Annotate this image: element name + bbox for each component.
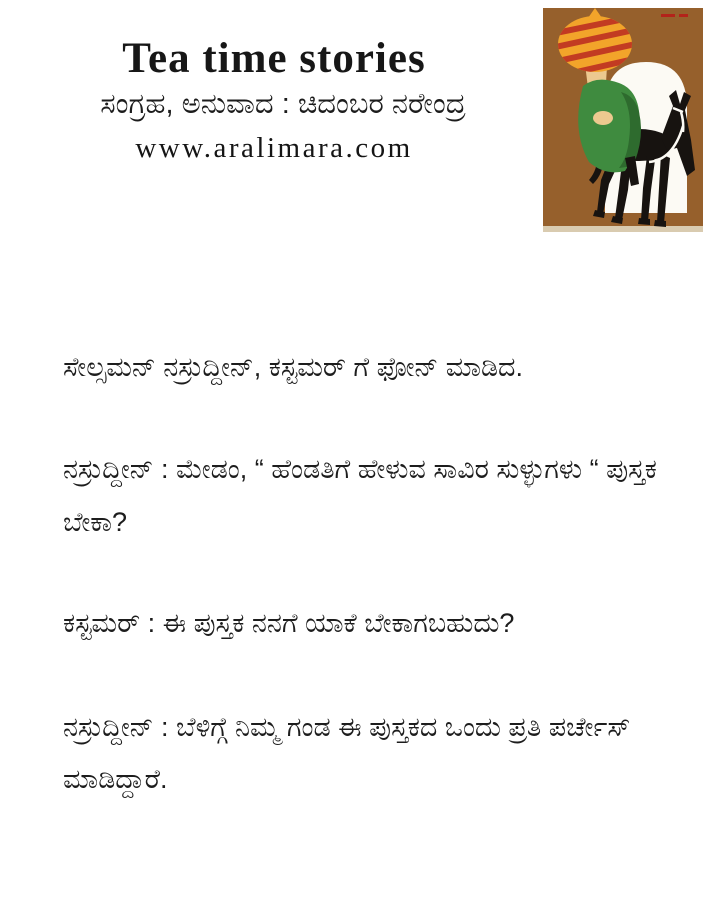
nasruddin-donkey-illustration	[543, 8, 703, 232]
story-paragraph-4: ನಸ್ರುದ್ದೀನ್ : ಬೆಳಿಗ್ಗೆ ನಿಮ್ಮ ಗಂಡ ಈ ಪುಸ್ತಕದ ಒಂದು ಪ್ರತಿ ಪರ್ಚೇಸ್ ಮಾಡಿದ್ದಾರೆ.	[63, 712, 631, 794]
story-paragraph-1: ಸೇಲ್ಸಮನ್ ನಸ್ರುದ್ದೀನ್, ಕಸ್ಟಮರ್ ಗೆ ಫೋನ್ ಮಾಡಿದ.	[63, 352, 523, 382]
page-title: Tea time stories	[122, 35, 426, 82]
page-subtitle-kannada: ಸಂಗ್ರಹ, ಅನುವಾದ : ಚಿದಂಬರ ನರೇಂದ್ರ	[100, 88, 466, 120]
website-text: www.aralimara.com	[135, 132, 413, 164]
artist-signature-marks	[661, 14, 688, 17]
story-paragraph-2: ನಸ್ರುದ್ದೀನ್ : ಮೇಡಂ, “ ಹೆಂಡತಿಗೆ ಹೇಳುವ ಸಾವಿರ ಸುಳ್ಳುಗಳು “ ಪುಸ್ತಕ ಬೇಕಾ?	[63, 454, 657, 537]
nasruddin-donkey-illustration-svg	[543, 8, 703, 232]
story-paragraph-3: ಕಸ್ಟಮರ್ : ಈ ಪುಸ್ತಕ ನನಗೆ ಯಾಕೆ ಬೇಕಾಗಬಹುದು?	[63, 608, 515, 638]
